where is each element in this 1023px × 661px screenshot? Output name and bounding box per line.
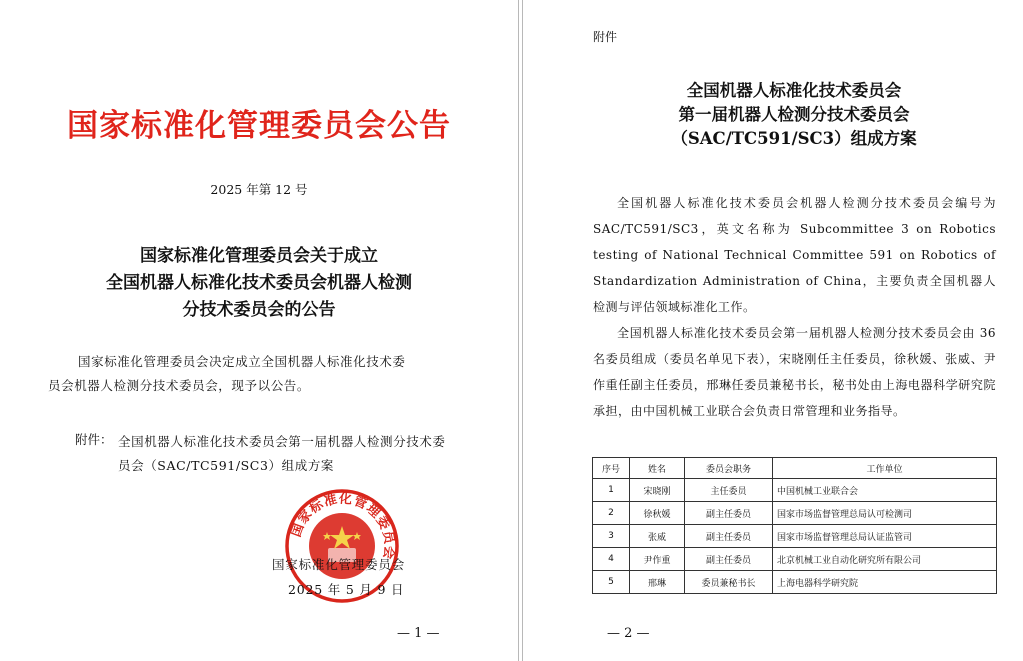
table-header-row: [593, 458, 997, 479]
cell-org: 国家市场监督管理总局认可检测司: [773, 502, 997, 525]
col-header-org: 工作单位: [773, 458, 997, 479]
body-line-1: 国家标准化管理委员会决定成立全国机器人标准化技术委: [78, 354, 406, 369]
paragraph-2: 全国机器人标准化技术委员会第一届机器人检测分技术委员会由 36 名委员组成（委员名单见下表），宋晓刚任主任委员，徐秋媛、张威、尹作重任副主任委员，邢琳任委员兼秘书长，秘书处由上海电器科学研究院承担，由中国机械工业联合会负责日常管理和业务指导。: [593, 326, 996, 418]
cell-role: 委员兼秘书长: [685, 571, 773, 594]
title-line: 第一届机器人检测分技术委员会: [678, 105, 910, 124]
table-row: [593, 479, 997, 502]
seal-text: 国家标准化管理委员会: [288, 491, 397, 561]
member-table: [592, 457, 997, 594]
attachment-label: 附件：: [75, 432, 113, 447]
annex-label: 附件: [593, 30, 618, 44]
cell-org: 中国机械工业联合会: [773, 479, 997, 502]
announcement-title: [0, 243, 518, 324]
cell-role: 副主任委员: [685, 525, 773, 548]
title-line: 分技术委员会的公告: [182, 300, 336, 320]
announcement-headline: 国家标准化管理委员会公告: [67, 108, 451, 144]
cell-name: 张威: [630, 525, 685, 548]
cell-name: 邢琳: [630, 571, 685, 594]
scheme-title: [592, 79, 996, 151]
issue-number: 2025 年第 12 号: [210, 182, 308, 197]
paragraph-1: 全国机器人标准化技术委员会机器人检测分技术委员会编号为 SAC/TC591/SC3，英文名称为 Subcommittee 3 on Robotics testing of National Technical Committee 591 on Robotics of Standardization Administration of China，主要负责全国机器人检测与评估领域标准化工作。: [593, 196, 996, 314]
cell-index: 4: [593, 548, 630, 571]
cell-role: 副主任委员: [685, 502, 773, 525]
title-line: 国家标准化管理委员会关于成立: [140, 246, 378, 266]
body-line-2: 员会机器人检测分技术委员会，现予以公告。: [48, 378, 311, 393]
table-row: [593, 571, 997, 594]
cell-index: 1: [593, 479, 630, 502]
cell-name: 宋晓刚: [630, 479, 685, 502]
cell-org: 北京机械工业自动化研究所有限公司: [773, 548, 997, 571]
attachment-text: 全国机器人标准化技术委员会第一届机器人检测分技术委员会（SAC/TC591/SC3）组成方案: [118, 434, 446, 473]
page-number-1: — 1 —: [397, 626, 440, 641]
cell-name: 徐秋媛: [630, 502, 685, 525]
signer: 国家标准化管理委员会: [272, 557, 406, 572]
page-number-2: — 2 —: [607, 626, 650, 641]
cell-name: 尹作重: [630, 548, 685, 571]
cell-org: 国家市场监督管理总局认证监管司: [773, 525, 997, 548]
col-header-name: 姓名: [630, 458, 685, 479]
title-line: 全国机器人标准化技术委员会机器人检测: [106, 273, 412, 293]
table-row: [593, 548, 997, 571]
col-header-role: 委员会职务: [685, 458, 773, 479]
page-divider: [518, 0, 523, 661]
table-row: [593, 525, 997, 548]
cell-role: 副主任委员: [685, 548, 773, 571]
title-line: （SAC/TC591/SC3）组成方案: [671, 129, 917, 148]
cell-index: 2: [593, 502, 630, 525]
cell-org: 上海电器科学研究院: [773, 571, 997, 594]
col-header-index: 序号: [593, 458, 630, 479]
issue-date: 2025 年 5 月 9 日: [288, 582, 405, 597]
cell-role: 主任委员: [685, 479, 773, 502]
table-row: [593, 502, 997, 525]
cell-index: 3: [593, 525, 630, 548]
title-line: 全国机器人标准化技术委员会: [686, 81, 902, 100]
cell-index: 5: [593, 571, 630, 594]
